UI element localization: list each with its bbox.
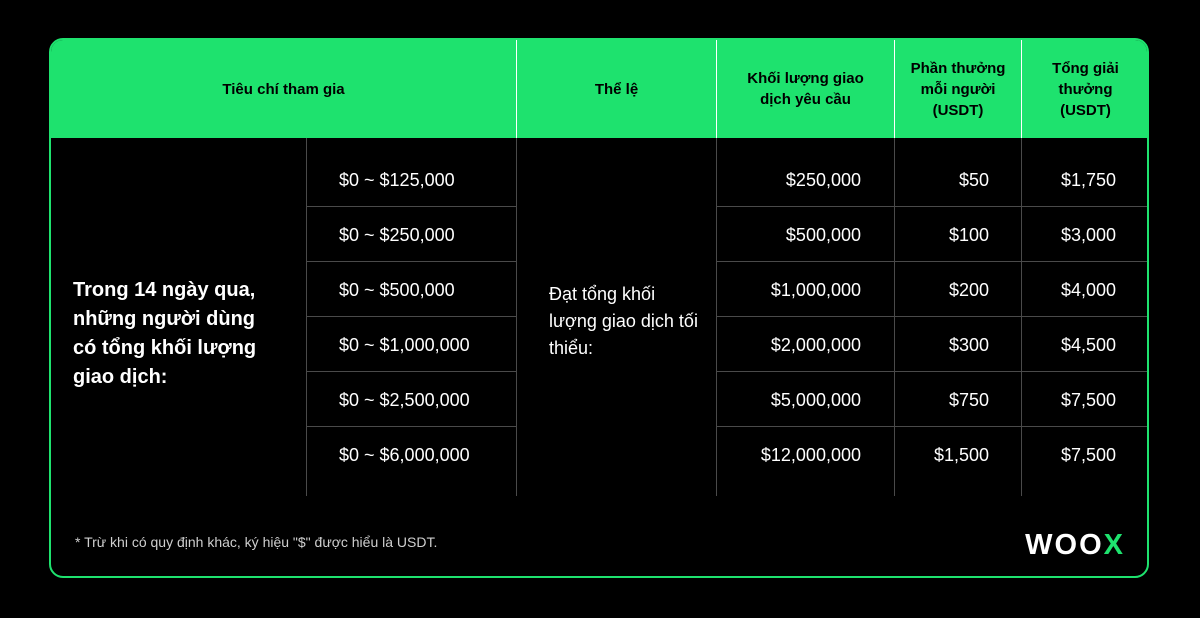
reward-table-card bbox=[49, 38, 1149, 578]
table-cell-range: $0 ~ $250,000 bbox=[339, 225, 455, 245]
table-cell-reward: $750 bbox=[948, 390, 989, 410]
table-cell-range: $0 ~ $1,000,000 bbox=[339, 335, 470, 355]
footnote: * Trừ khi có quy định khác, ký hiệu "$" được hiểu là USDT. bbox=[75, 534, 438, 550]
table-cell-reward: $300 bbox=[948, 335, 989, 355]
table-cell-reward: $200 bbox=[948, 280, 989, 300]
table-cell-total: $7,500 bbox=[1060, 445, 1116, 465]
table-cell-total: $1,750 bbox=[1060, 170, 1116, 190]
table-cell-reward: $100 bbox=[948, 225, 989, 245]
table-cell-range: $0 ~ $500,000 bbox=[339, 280, 455, 300]
column-divider bbox=[306, 138, 307, 496]
header-criteria: Tiêu chí tham gia bbox=[51, 40, 517, 138]
woox-logo bbox=[1025, 529, 1125, 562]
table-cell-volume: $1,000,000 bbox=[770, 280, 861, 300]
table-cell-range: $0 ~ $2,500,000 bbox=[339, 390, 470, 410]
column-divider bbox=[516, 138, 517, 496]
table-cell-volume: $250,000 bbox=[785, 170, 861, 190]
table-cell-volume: $500,000 bbox=[785, 225, 861, 245]
table-cell-total: $3,000 bbox=[1060, 225, 1116, 245]
header-volume: Khối lượng giao dịch yêu cầu bbox=[717, 40, 895, 138]
table-cell-reward: $1,500 bbox=[933, 445, 989, 465]
header-total: Tổng giải thưởng (USDT) bbox=[1052, 59, 1119, 119]
table-cell-total: $4,500 bbox=[1060, 335, 1116, 355]
logo-text: WOO bbox=[1025, 529, 1104, 561]
header-rules: Thể lệ bbox=[517, 40, 717, 138]
table-cell-total: $7,500 bbox=[1060, 390, 1116, 410]
table-cell-reward: $50 bbox=[958, 170, 989, 190]
table-cell-range: $0 ~ $125,000 bbox=[339, 170, 455, 190]
logo-accent: X bbox=[1103, 529, 1125, 561]
table-cell-total: $4,000 bbox=[1060, 280, 1116, 300]
table-cell-volume: $12,000,000 bbox=[760, 445, 861, 465]
table-header bbox=[51, 40, 1147, 138]
header-reward: Phần thưởng mỗi người (USDT) bbox=[895, 40, 1022, 138]
table-cell-range: $0 ~ $6,000,000 bbox=[339, 445, 470, 465]
criteria-text: Trong 14 ngày qua, những người dùng có tổng khối lượng giao dịch: bbox=[73, 279, 257, 388]
table-cell-volume: $2,000,000 bbox=[770, 335, 861, 355]
rule-text: Đạt tổng khối lượng giao dịch tối thiểu: bbox=[549, 284, 698, 358]
table-cell-volume: $5,000,000 bbox=[770, 390, 861, 410]
